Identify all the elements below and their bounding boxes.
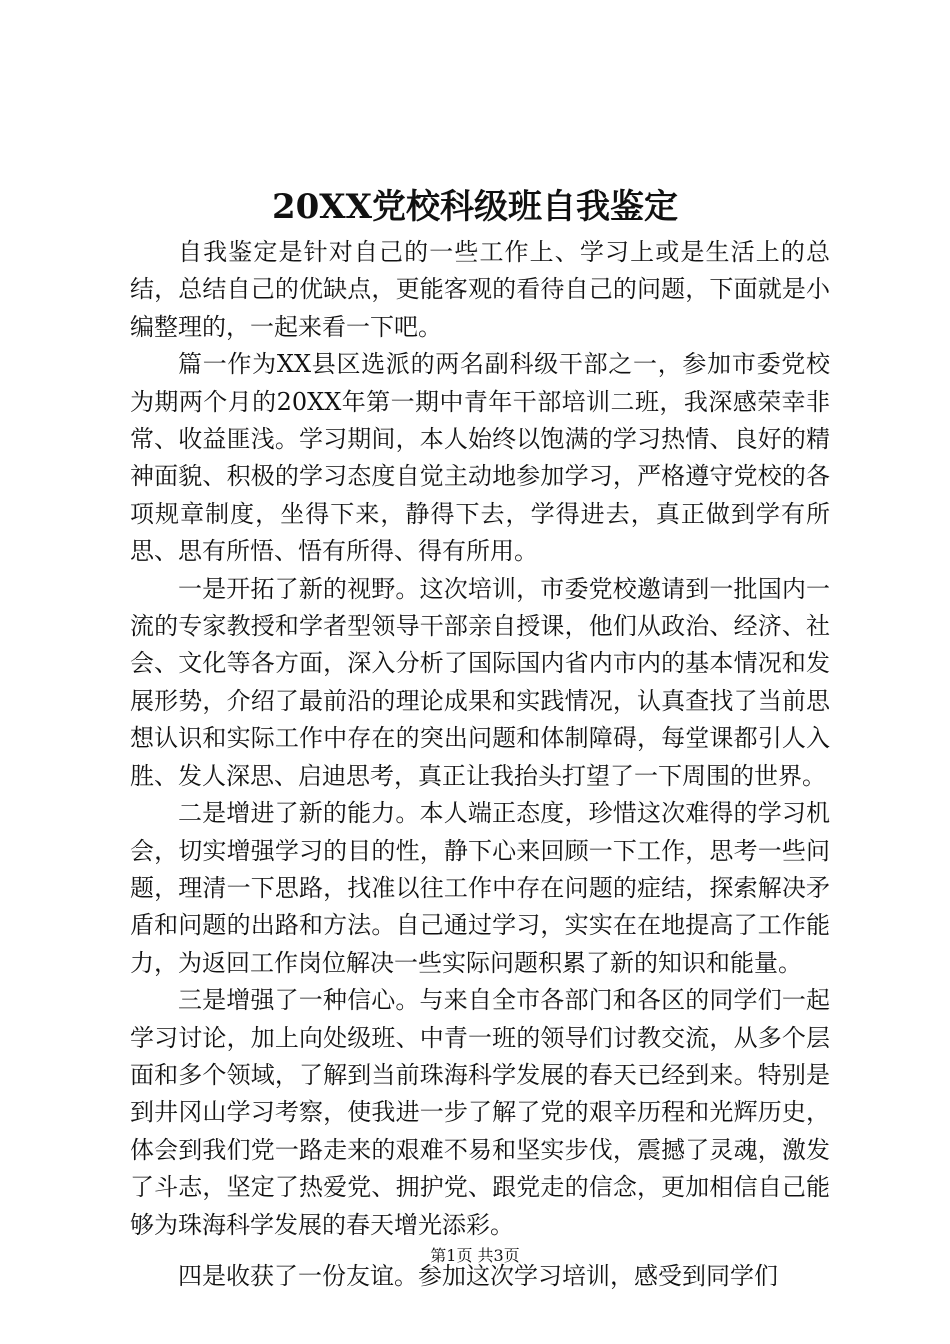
- paragraph-part-one: 篇一作为XX县区选派的两名副科级干部之一，参加市委党校为期两个月的20XX年第一期中青年干部培训二班，我深感荣幸非常、收益匪浅。学习期间，本人始终以饱满的学习热情、良好的精神面貌、积极的学习态度自觉主动地参加学习，严格遵守党校的各项规章制度，坐得下来，静得下去，学得进去，真正做到学有所思、思有所悟、悟有所得、得有所用。: [130, 350, 830, 566]
- page-footer: 第1页 共3页: [430, 1246, 520, 1265]
- paragraph-intro: 自我鉴定是针对自己的一些工作上、学习上或是生活上的总结，总结自己的优缺点，更能客观的看待自己的问题，下面就是小编整理的，一起来看一下吧。: [130, 238, 830, 341]
- paragraph-point-two: 二是增进了新的能力。本人端正态度，珍惜这次难得的学习机会，切实增强学习的目的性，静下心来回顾一下工作，思考一些问题，理清一下思路，找准以往工作中存在问题的症结，探索解决矛盾和问题的出路和方法。自己通过学习，实实在在地提高了工作能力，为返回工作岗位解决一些实际问题积累了新的知识和能量。: [130, 799, 830, 977]
- paragraph-point-four: 四是收获了一份友谊。参加这次学习培训，感受到同学们: [178, 1261, 778, 1290]
- paragraph-point-three: 三是增强了一种信心。与来自全市各部门和各区的同学们一起学习讨论，加上向处级班、中青一班的领导们讨教交流，从多个层面和多个领域，了解到当前珠海科学发展的春天已经到来。特别是到井冈山学习考察，使我进一步了解了党的艰辛历程和光辉历史，体会到我们党一路走来的艰难不易和坚实步伐，震撼了灵魂，激发了斗志，坚定了热爱党、拥护党、跟党走的信念，更加相信自己能够为珠海科学发展的春天增光添彩。: [130, 986, 830, 1239]
- document-title: 20XX党校科级班自我鉴定: [271, 187, 679, 227]
- document-body: [130, 234, 830, 1295]
- paragraph-point-one: 一是开拓了新的视野。这次培训，市委党校邀请到一批国内一流的专家教授和学者型领导干部亲自授课，他们从政治、经济、社会、文化等各方面，深入分析了国际国内省内市内的基本情况和发展形势，介绍了最前沿的理论成果和实践情况，认真查找了当前思想认识和实际工作中存在的突出问题和体制障碍，每堂课都引人入胜、发人深思、启迪思考，真正让我抬头打望了一下周围的世界。: [130, 574, 830, 790]
